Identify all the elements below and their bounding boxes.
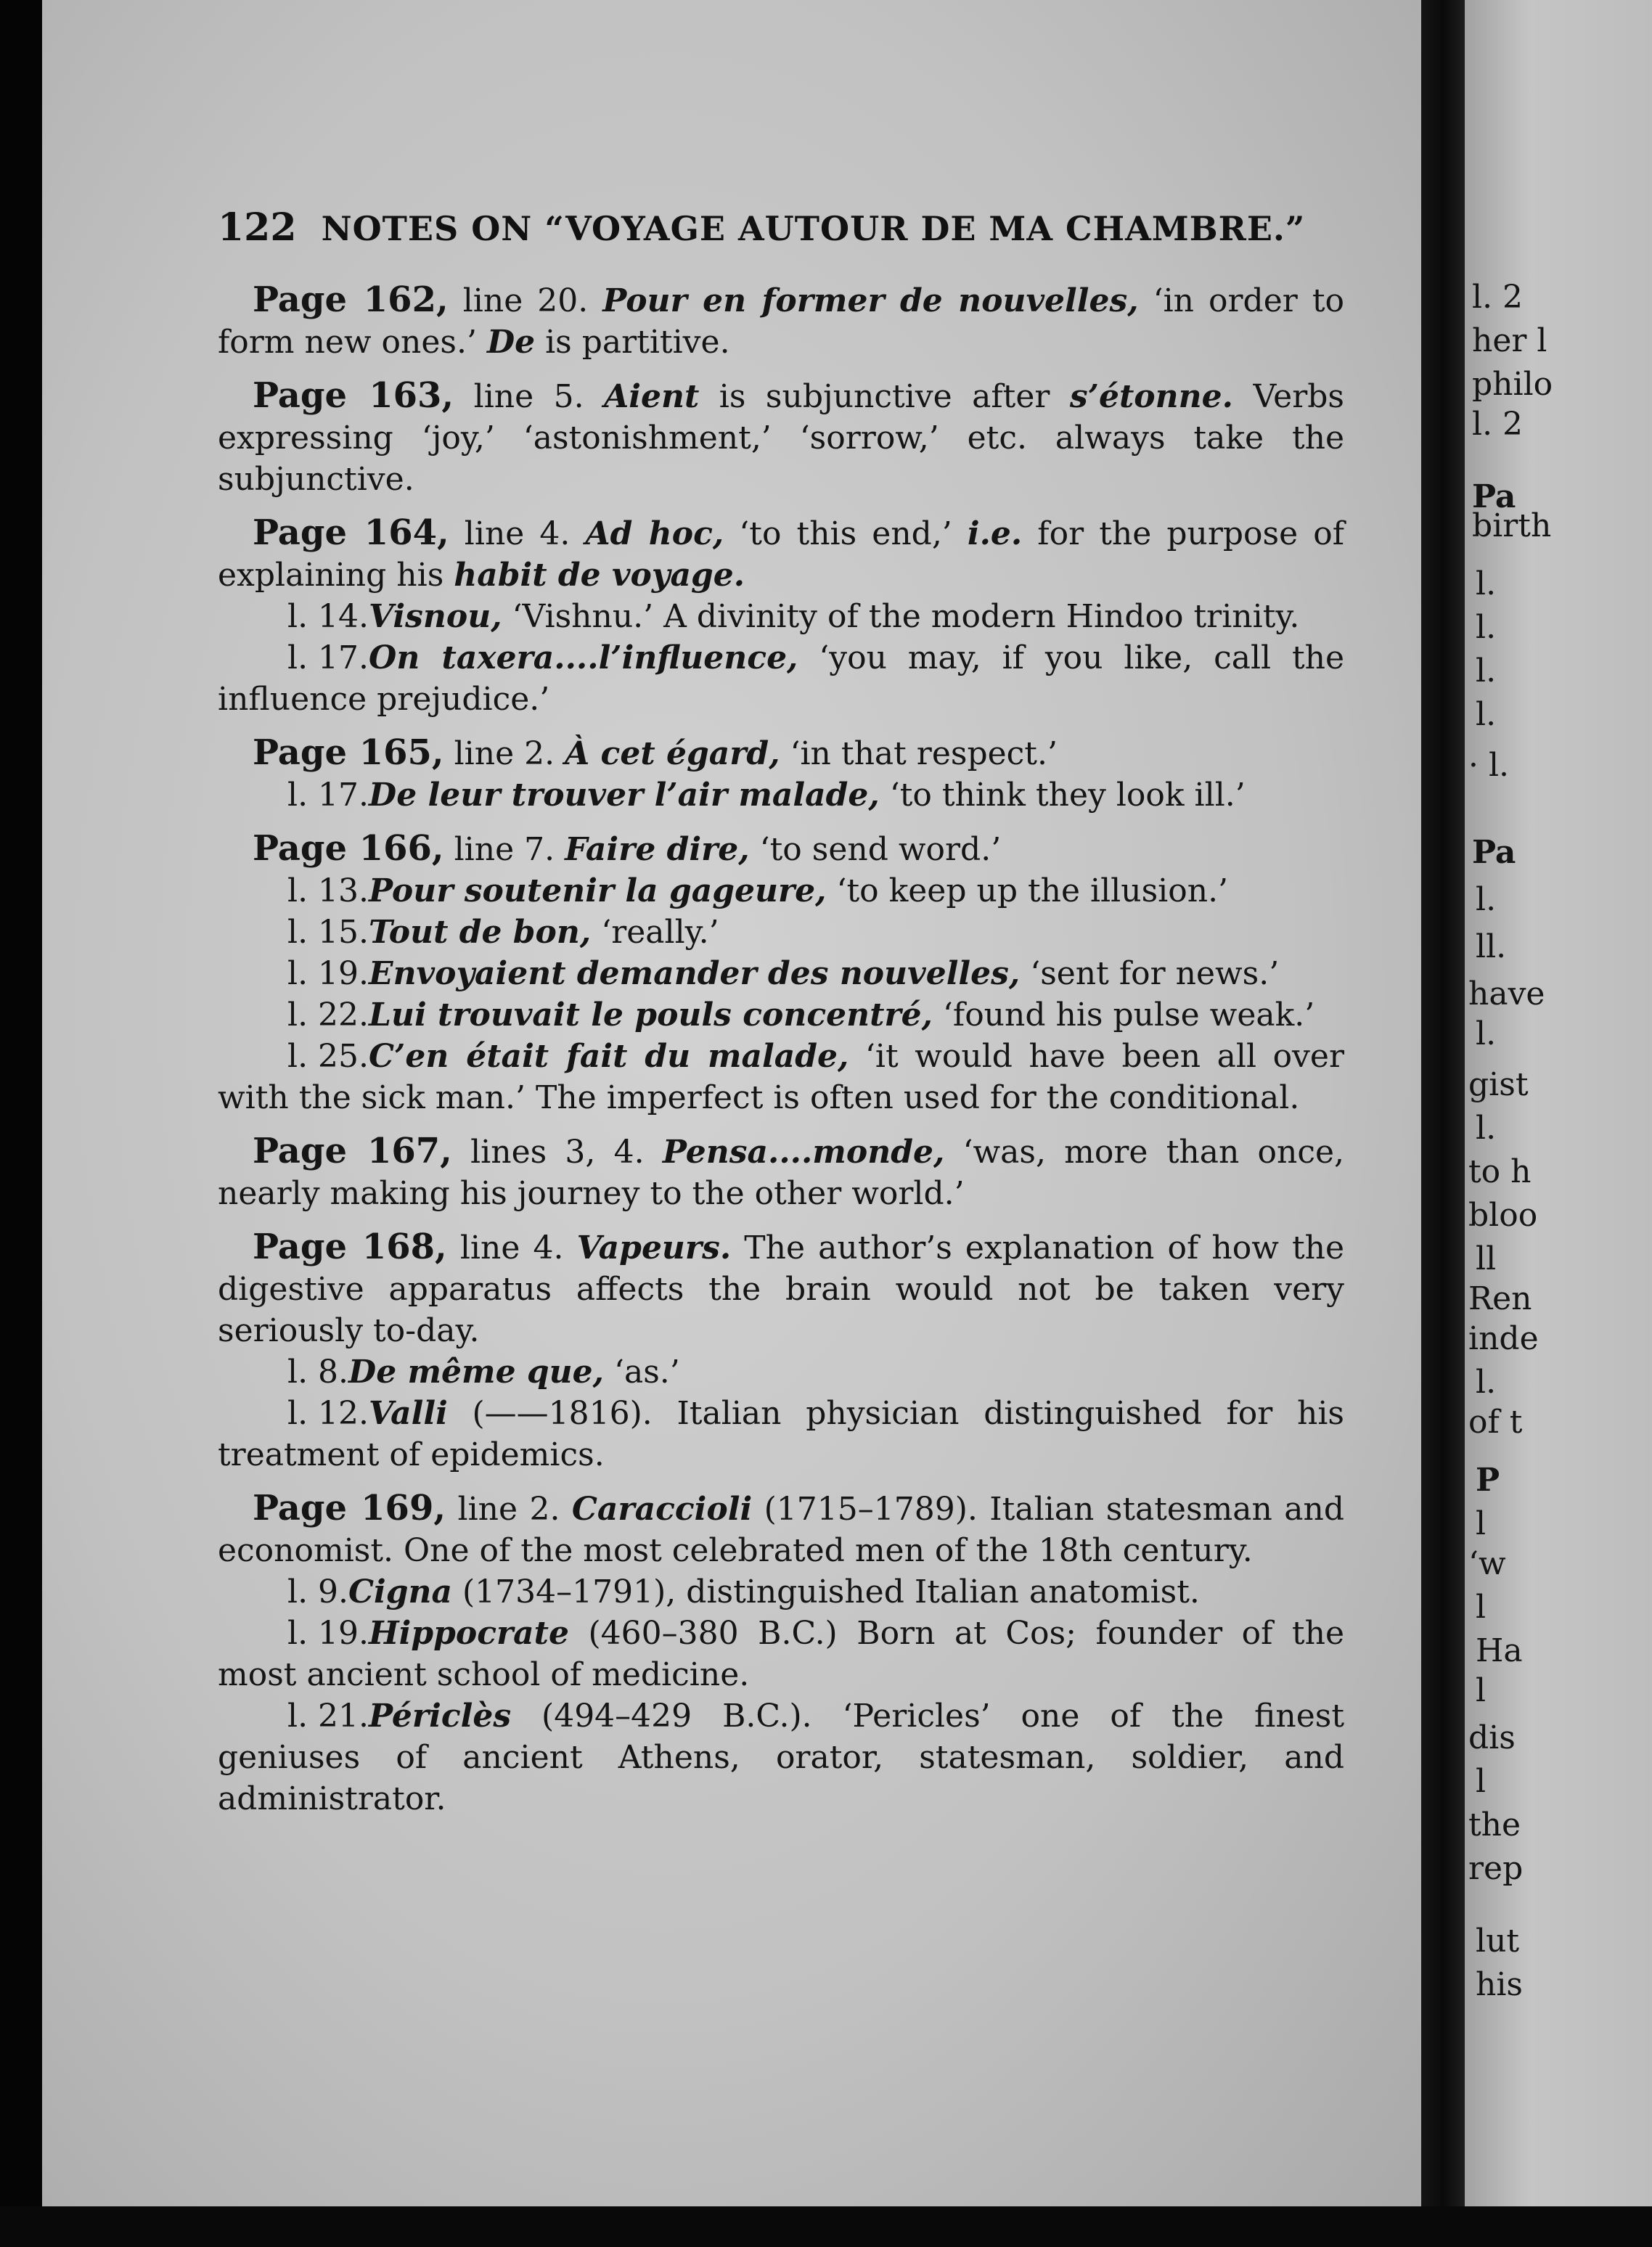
facing-page-text: to h — [1468, 1153, 1532, 1190]
facing-page-text: l. — [1476, 1364, 1497, 1401]
note-term: Ad hoc, — [585, 515, 724, 552]
note-gloss: (494–429 B.C.). ‘Pericles’ one of the finest geniuses of ancient Athens, orator, statesman, soldier, and administrator. — [218, 1698, 1344, 1817]
facing-page-text: l. — [1476, 609, 1497, 646]
note-line-ref: l. 17. — [287, 639, 369, 676]
scan-left-border — [0, 0, 42, 2247]
note-term: i.e. — [967, 515, 1023, 552]
facing-page-text: bloo — [1468, 1197, 1538, 1234]
facing-page-text: l — [1476, 1589, 1487, 1626]
facing-page-text: inde — [1468, 1320, 1539, 1357]
facing-page-text: lut — [1476, 1923, 1520, 1960]
page-number: 122 — [218, 205, 297, 250]
note-entry — [218, 1036, 1344, 1118]
note-term: Tout de bon, — [369, 914, 592, 951]
note-gloss: is subjunctive after — [699, 378, 1070, 415]
note-entry — [218, 596, 1344, 637]
note-term: De leur trouver l’air malade, — [369, 777, 880, 814]
facing-page-text: · l. — [1468, 747, 1510, 784]
note-entry — [218, 912, 1344, 953]
facing-page-text: philo — [1472, 366, 1553, 403]
note-line-ref: l. 17. — [287, 777, 369, 814]
note-term: Pour soutenir la gageure, — [369, 872, 827, 909]
facing-page-text: ‘w — [1468, 1545, 1506, 1582]
note-entry — [218, 637, 1344, 720]
facing-page-text: ll — [1476, 1240, 1497, 1277]
note-line-ref: l. 14. — [287, 598, 369, 635]
facing-page-text: l. — [1476, 652, 1497, 689]
facing-page-text: l — [1476, 1672, 1487, 1709]
note-page-ref: Page 164, — [253, 512, 449, 553]
note-line-ref: l. 22. — [287, 996, 369, 1034]
note-term: Périclès — [369, 1698, 512, 1735]
note-gloss: The author’s explanation of how the digestive apparatus affects the brain would not be taken very seriously to-day. — [218, 1229, 1345, 1349]
note-gloss: for the purpose of explaining his — [218, 515, 1344, 594]
facing-page-text: l. — [1476, 696, 1497, 733]
note-line-ref: lines 3, 4. — [451, 1134, 663, 1171]
facing-page-text: her l — [1472, 322, 1547, 359]
facing-page-text: l. 2 — [1472, 406, 1524, 443]
facing-page-text: Pa — [1472, 478, 1516, 515]
facing-page-text: P — [1476, 1462, 1500, 1499]
facing-page-text: dis — [1468, 1719, 1516, 1756]
note-term: s’étonne. — [1069, 378, 1233, 415]
note-entry — [218, 870, 1344, 912]
facing-page-text: l. — [1476, 881, 1497, 918]
note-entry — [218, 828, 1344, 870]
note-page-ref: Page 166, — [253, 828, 444, 869]
note-line-ref: l. 8. — [287, 1354, 349, 1391]
note-term: De — [486, 324, 536, 361]
note-entry — [218, 1227, 1344, 1351]
note-term: Envoyaient demander des nouvelles, — [369, 955, 1021, 992]
note-term: Valli — [369, 1395, 448, 1432]
note-gloss: ‘sent for news.’ — [1020, 955, 1280, 992]
note-gloss: ‘to keep up the illusion.’ — [826, 872, 1229, 909]
note-line-ref: line 2. — [446, 1491, 572, 1528]
note-page-ref: Page 163, — [253, 375, 454, 416]
note-entry — [218, 732, 1344, 774]
note-gloss: ‘in order to form new ones.’ — [218, 282, 1344, 361]
note-gloss: ‘found his pulse weak.’ — [932, 996, 1315, 1034]
note-gloss: (1734–1791), distinguished Italian anatomist. — [452, 1573, 1200, 1610]
note-entry — [218, 1613, 1344, 1695]
facing-page-text: ll. — [1476, 928, 1507, 965]
note-term: De même que, — [348, 1354, 604, 1391]
note-line-ref: line 20. — [448, 282, 603, 319]
note-gloss: ‘as.’ — [604, 1354, 680, 1391]
note-term: C’en était fait du malade, — [369, 1038, 849, 1075]
note-line-ref: l. 12. — [287, 1395, 369, 1432]
note-gloss: ‘it would have been all over with the sick man.’ The imperfect is often used for the conditional. — [218, 1038, 1344, 1116]
facing-page-text: l. — [1476, 565, 1497, 602]
facing-page-text: birth — [1472, 507, 1552, 544]
notes-body — [218, 279, 1344, 1820]
note-term: Pour en former de nouvelles, — [602, 282, 1139, 319]
facing-page-text: l — [1476, 1505, 1487, 1542]
facing-page-text: of t — [1468, 1404, 1523, 1441]
note-entry — [218, 1695, 1344, 1820]
note-line-ref: line 4. — [449, 515, 586, 552]
note-gloss: (——1816). Italian physician distinguished for his treatment of epidemics. — [218, 1395, 1344, 1473]
scan-bottom-border — [0, 2206, 1652, 2247]
note-entry — [218, 1351, 1344, 1393]
note-line-ref: line 2. — [443, 735, 565, 772]
facing-page-text: l — [1476, 1763, 1487, 1800]
note-term: Pensa....monde, — [662, 1134, 945, 1171]
running-header — [218, 205, 1343, 250]
note-gloss: ‘you may, if you like, call the influence prejudice.’ — [218, 639, 1345, 718]
note-line-ref: line 5. — [454, 378, 605, 415]
note-gloss: ‘to think they look ill.’ — [879, 777, 1246, 814]
facing-page-text: Ha — [1476, 1632, 1523, 1669]
note-page-ref: Page 165, — [253, 732, 444, 773]
note-gloss: ‘to send word.’ — [749, 831, 1002, 868]
note-line-ref: l. 19. — [287, 955, 369, 992]
note-page-ref: Page 162, — [253, 279, 449, 320]
facing-page-fragment — [1465, 0, 1652, 2206]
note-entry — [218, 1488, 1344, 1571]
note-term: Visnou, — [369, 598, 502, 635]
note-entry — [218, 1393, 1344, 1476]
note-entry — [218, 1131, 1344, 1214]
facing-page-text: gist — [1468, 1066, 1529, 1103]
note-gloss: is partitive. — [535, 324, 730, 361]
note-entry — [218, 994, 1344, 1036]
note-term: Lui trouvait le pouls concentré, — [369, 996, 933, 1034]
note-gloss: ‘in that respect.’ — [780, 735, 1058, 772]
facing-page-text: l. — [1476, 1110, 1497, 1147]
note-page-ref: Page 168, — [253, 1227, 447, 1267]
note-entry — [218, 279, 1344, 363]
note-gloss: (1715–1789). Italian statesman and economist. One of the most celebrated men of the 18th century. — [218, 1491, 1344, 1569]
facing-page-text: Ren — [1468, 1280, 1532, 1317]
facing-page-text: l. 2 — [1472, 279, 1524, 316]
note-entry — [218, 774, 1344, 816]
note-gloss: (460–380 B.C.) Born at Cos; founder of the most ancient school of medicine. — [218, 1615, 1344, 1693]
note-line-ref: l. 25. — [287, 1038, 369, 1075]
facing-page-text: Pa — [1472, 834, 1516, 871]
facing-page-text: his — [1476, 1966, 1523, 2003]
note-page-ref: Page 167, — [253, 1131, 452, 1171]
note-term: Hippocrate — [369, 1615, 569, 1652]
note-gloss: ‘was, more than once, nearly making his journey to the other world.’ — [218, 1134, 1345, 1212]
note-line-ref: l. 13. — [287, 872, 369, 909]
note-term: À cet égard, — [565, 735, 780, 772]
book-gutter — [1421, 0, 1465, 2247]
note-term: Aient — [604, 378, 700, 415]
note-term: On taxera....l’influence, — [369, 639, 798, 676]
note-term: Vapeurs. — [576, 1229, 732, 1266]
facing-page-text: l. — [1476, 1015, 1497, 1052]
running-title: NOTES ON “VOYAGE AUTOUR DE MA CHAMBRE.” — [321, 209, 1306, 248]
facing-page-text: have — [1468, 975, 1545, 1012]
note-line-ref: l. 15. — [287, 914, 369, 951]
note-line-ref: l. 19. — [287, 1615, 369, 1652]
note-line-ref: line 4. — [446, 1229, 577, 1266]
note-entry — [218, 953, 1344, 994]
note-entry — [218, 375, 1344, 500]
note-entry — [218, 1571, 1344, 1613]
note-line-ref: l. 9. — [287, 1573, 349, 1610]
note-term: Faire dire, — [565, 831, 750, 868]
note-line-ref: l. 21. — [287, 1698, 369, 1735]
note-term: habit de voyage. — [454, 557, 745, 594]
note-term: Caraccioli — [571, 1491, 753, 1528]
note-gloss: ‘to this end,’ — [724, 515, 968, 552]
note-entry — [218, 512, 1344, 596]
note-gloss: ‘really.’ — [591, 914, 719, 951]
note-gloss: ‘Vishnu.’ A divinity of the modern Hindoo trinity. — [502, 598, 1300, 635]
facing-page-text: rep — [1468, 1850, 1524, 1887]
note-page-ref: Page 169, — [253, 1488, 446, 1528]
note-term: Cigna — [348, 1573, 453, 1610]
note-line-ref: line 7. — [443, 831, 565, 868]
note-gloss: Verbs expressing ‘joy,’ ‘astonishment,’ ‘sorrow,’ etc. always take the subjunctive. — [218, 378, 1344, 498]
facing-page-text: the — [1468, 1806, 1521, 1843]
